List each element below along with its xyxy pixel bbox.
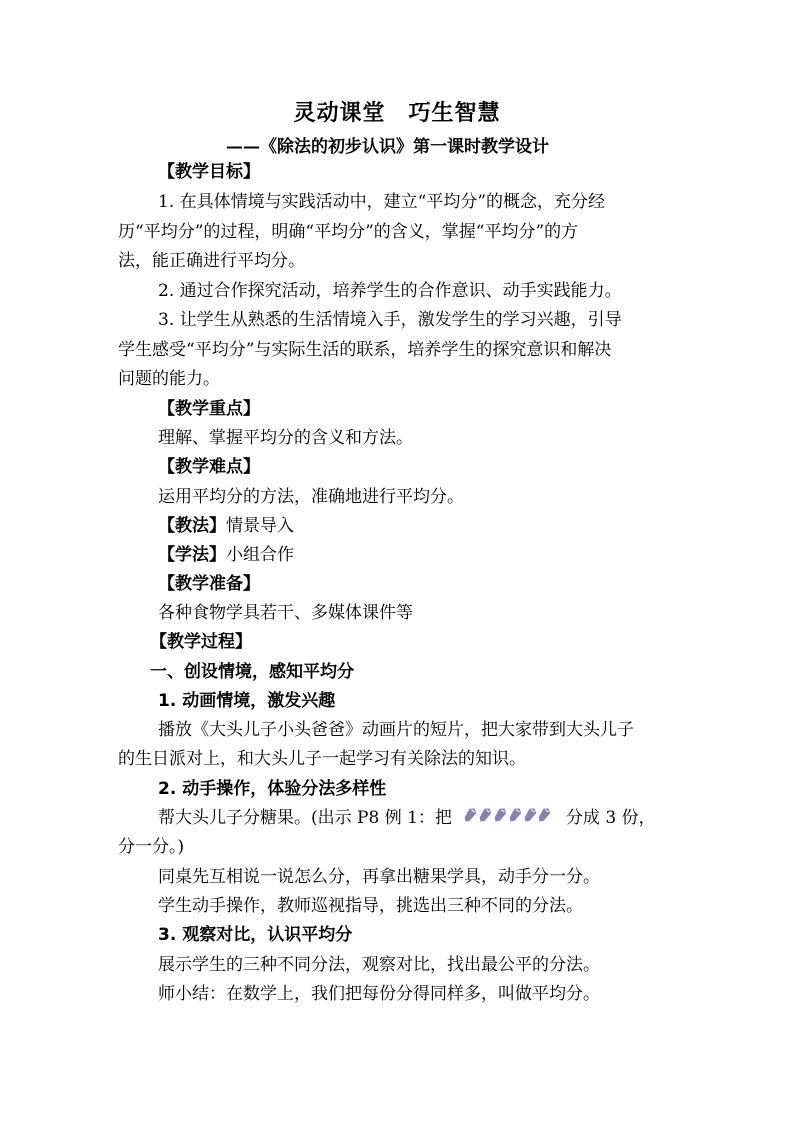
goal-1-line-2: 历“平均分”的过程，明确“平均分”的含义，掌握“平均分”的方 bbox=[118, 222, 579, 242]
teaching-method-value: 情景导入 bbox=[226, 516, 294, 536]
goal-2: 2. 通过合作探究活动，培养学生的合作意识、动手实践能力。 bbox=[158, 281, 622, 301]
candy-icon bbox=[507, 806, 523, 824]
doc-subtitle: ——《除法的初步认识》第一课时教学设计 bbox=[226, 137, 549, 157]
step-2-line-1-start: 帮大头儿子分糖果。(出示 P8 例 1：把 bbox=[158, 808, 452, 828]
candy-icon bbox=[522, 806, 538, 824]
preparation-text: 各种食物学具若干、多媒体课件等 bbox=[158, 603, 413, 623]
step-2-heading: 2. 动手操作，体验分法多样性 bbox=[158, 779, 387, 799]
difficulty-heading: 【教学难点】 bbox=[158, 457, 260, 477]
teaching-method-line bbox=[158, 514, 678, 538]
difficulty-text: 运用平均分的方法，准确地进行平均分。 bbox=[158, 487, 464, 507]
candy-icons bbox=[462, 806, 552, 824]
goal-1-line-1: 1. 在具体情境与实践活动中，建立“平均分”的概念，充分经 bbox=[158, 192, 606, 212]
step-2-line-4: 学生动手操作，教师巡视指导，挑选出三种不同的分法。 bbox=[158, 896, 583, 916]
step-3-heading: 3. 观察对比，认识平均分 bbox=[158, 925, 353, 945]
candy-icon bbox=[477, 806, 493, 824]
goal-3-line-2: 学生感受“平均分”与实际生活的联系，培养学生的探究意识和解决 bbox=[118, 340, 612, 360]
learning-method-value: 小组合作 bbox=[226, 545, 294, 565]
section-1-heading: 一、创设情境，感知平均分 bbox=[150, 662, 354, 682]
goals-heading: 【教学目标】 bbox=[158, 162, 260, 182]
candy-group bbox=[462, 806, 552, 831]
step-2-line-1-end: 分成 3 份， bbox=[565, 808, 656, 828]
key-point-text: 理解、掌握平均分的含义和方法。 bbox=[158, 428, 413, 448]
step-1-heading: 1. 动画情境，激发兴趣 bbox=[158, 691, 336, 711]
learning-method-label: 【学法】 bbox=[158, 545, 226, 565]
candy-icon bbox=[536, 806, 552, 824]
step-2-line-3: 同桌先互相说一说怎么分，再拿出糖果学具，动手分一分。 bbox=[158, 867, 600, 887]
goal-3-line-1: 3. 让学生从熟悉的生活情境入手，激发学生的学习兴趣，引导 bbox=[158, 310, 622, 330]
key-point-heading: 【教学重点】 bbox=[158, 399, 260, 419]
step-1-line-2: 的生日派对上，和大头儿子一起学习有关除法的知识。 bbox=[118, 749, 526, 769]
learning-method-line bbox=[158, 543, 678, 567]
step-1-line-1: 播放《大头儿子小头爸爸》动画片的短片，把大家带到大头儿子 bbox=[158, 720, 634, 740]
doc-title: 灵动课堂 巧生智慧 bbox=[293, 101, 501, 126]
step-2-line-1 bbox=[158, 806, 678, 831]
step-2-line-2: 分一分。) bbox=[118, 837, 185, 857]
candy-icon bbox=[492, 806, 508, 824]
goal-1-line-3: 法，能正确进行平均分。 bbox=[118, 251, 305, 271]
candy-icon bbox=[462, 806, 478, 824]
step-3-line-2: 师小结：在数学上，我们把每份分得同样多，叫做平均分。 bbox=[158, 984, 600, 1004]
preparation-heading: 【教学准备】 bbox=[158, 574, 260, 594]
teaching-method-label: 【教法】 bbox=[158, 516, 226, 536]
process-heading: 【教学过程】 bbox=[150, 632, 252, 652]
step-3-line-1: 展示学生的三种不同分法，观察对比，找出最公平的分法。 bbox=[158, 955, 600, 975]
goal-3-line-3: 问题的能力。 bbox=[118, 369, 220, 389]
